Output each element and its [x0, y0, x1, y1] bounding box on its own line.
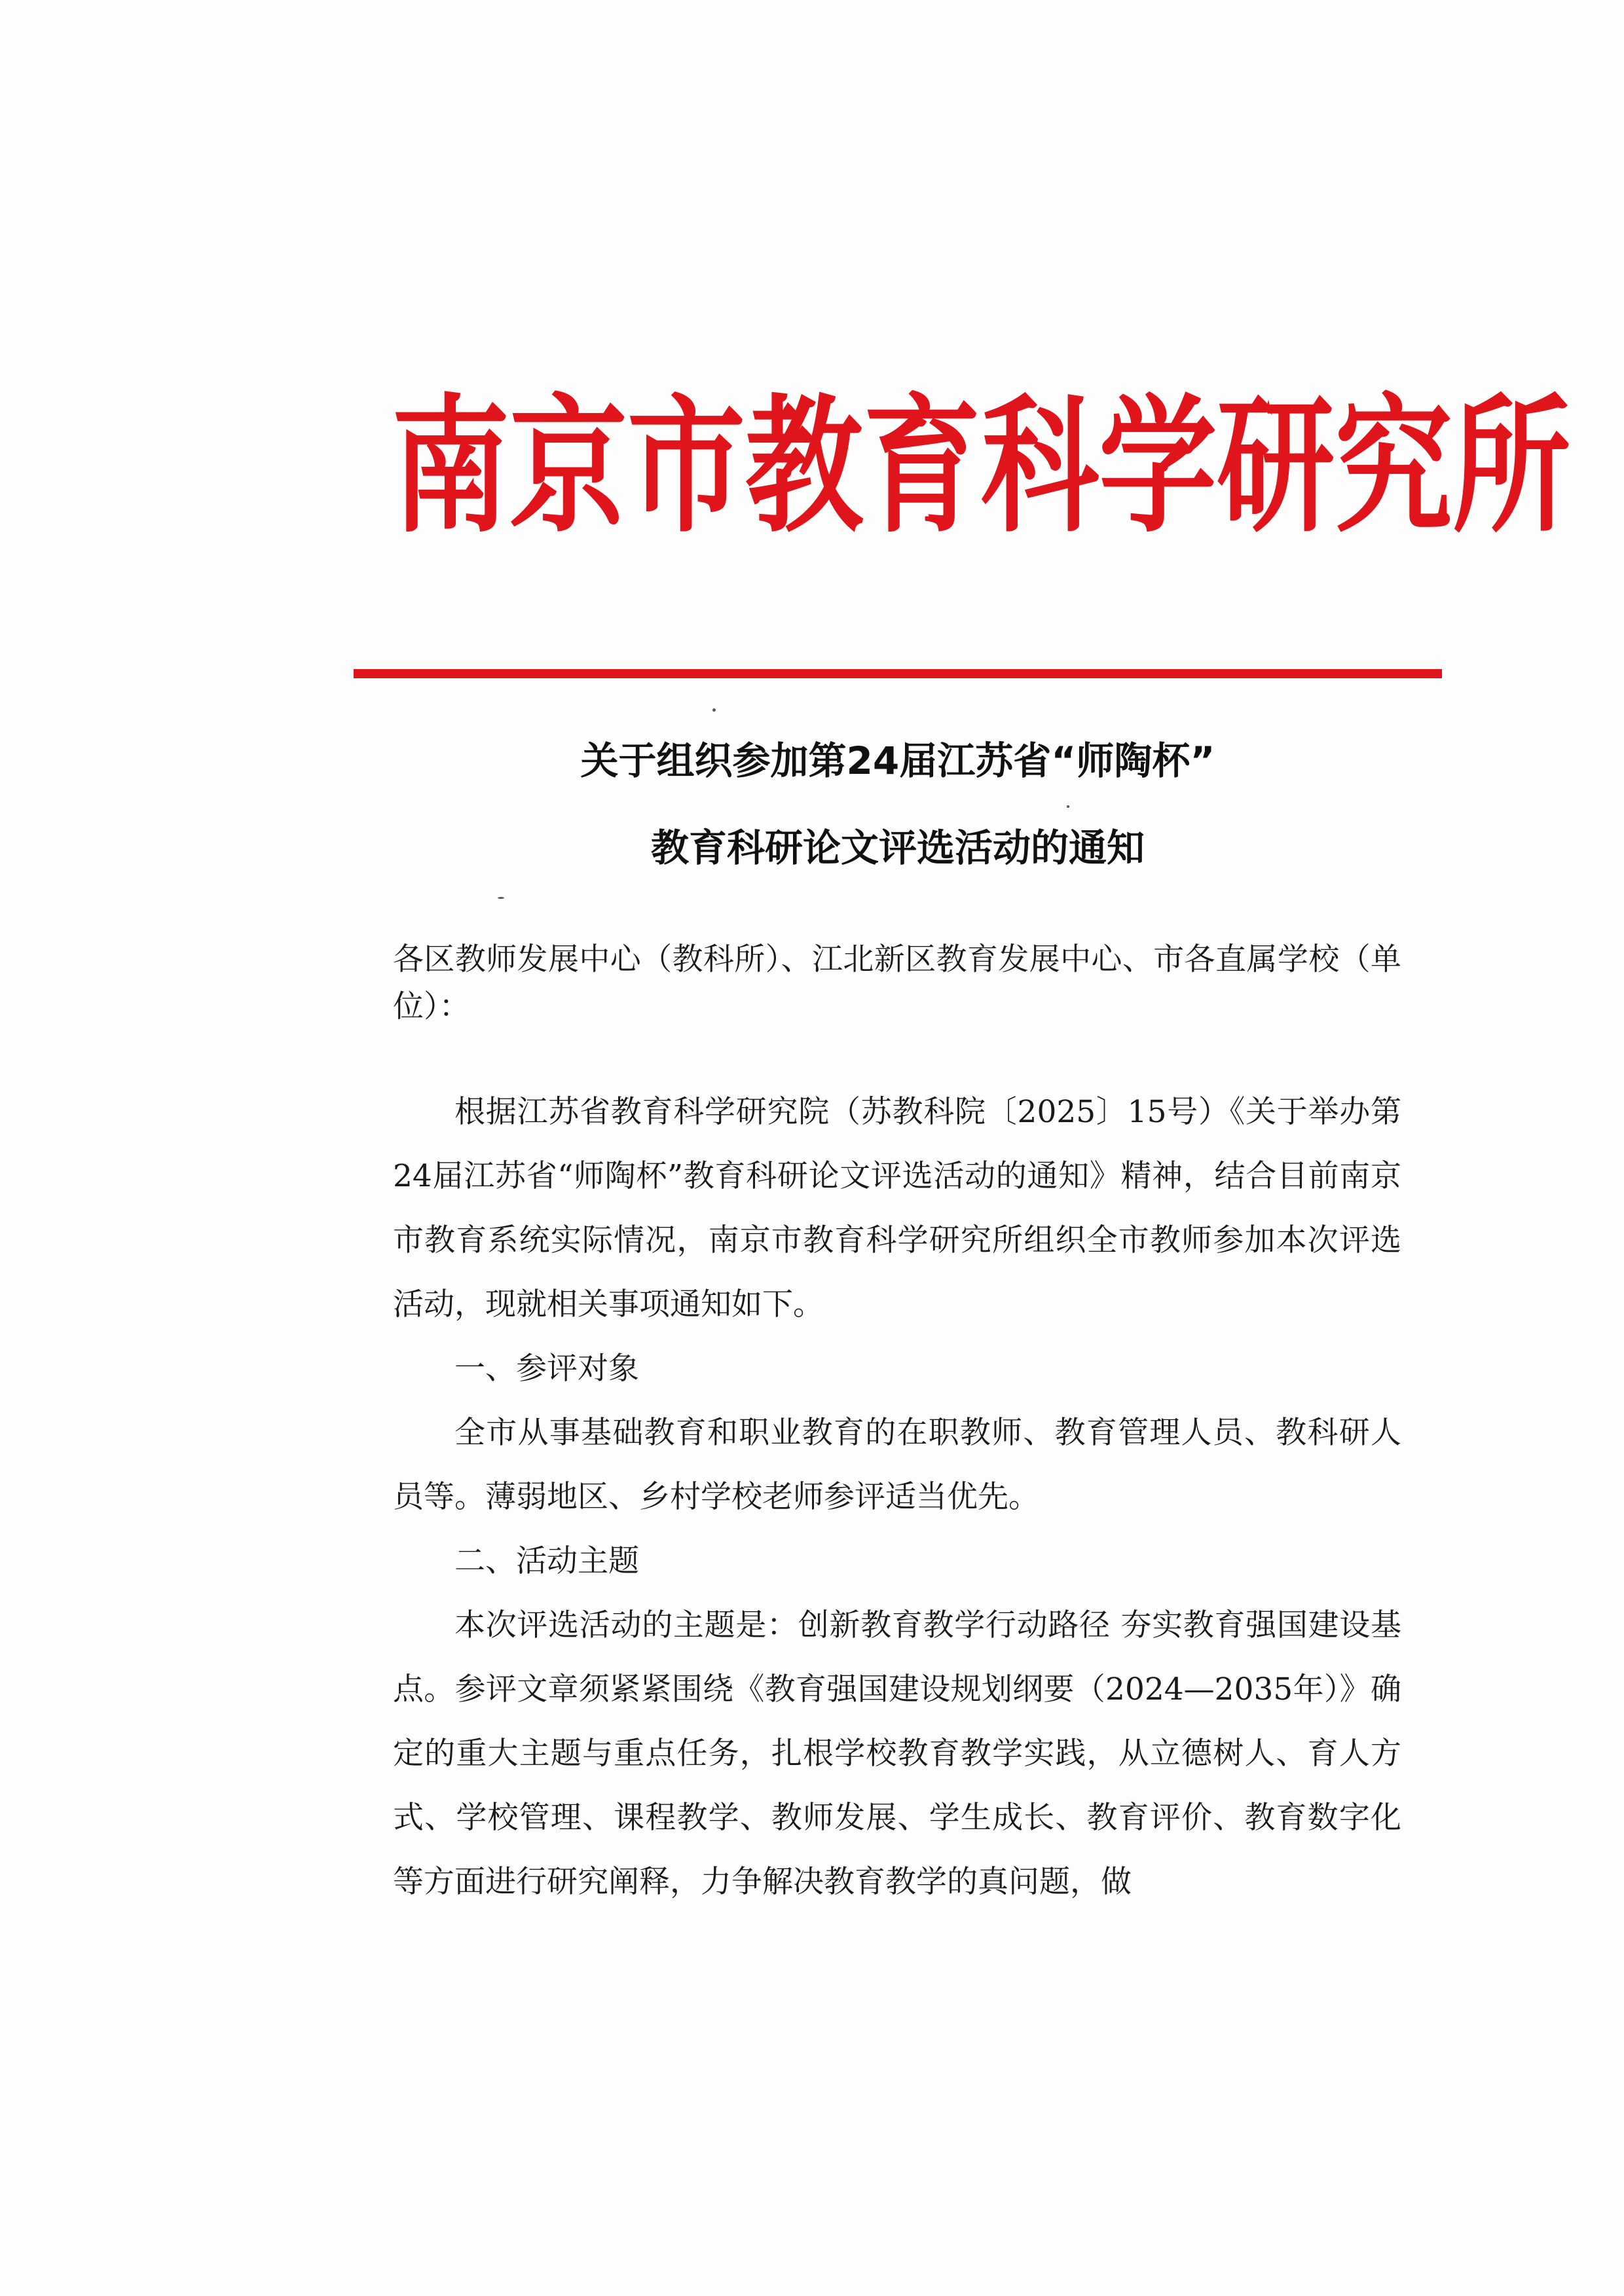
scan-speck: [498, 897, 504, 899]
letterhead-char: 研: [1217, 380, 1335, 553]
letterhead-char: 学: [1099, 380, 1217, 553]
scan-speck: [712, 708, 716, 712]
section-heading: 二、活动主题: [454, 1543, 639, 1579]
document-title-line-1: 关于组织参加第24届江苏省“师陶杯”: [580, 738, 1215, 783]
addressee: 各区教师发展中心（教科所）、江北新区教育发展中心、市各直属学校（单位）：: [393, 941, 1401, 1025]
letterhead-char: 育: [863, 380, 982, 553]
document-title-line-2: 教育科研论文评选活动的通知: [650, 826, 1145, 870]
scan-speck: [1067, 805, 1069, 808]
paragraph: 全市从事基础教育和职业教育的在职教师、教育管理人员、教科研人员等。薄弱地区、乡村学校老师参评适当优先。: [393, 1415, 1401, 1515]
letterhead-char: 南: [392, 380, 510, 553]
section-heading: 一、参评对象: [454, 1351, 639, 1387]
letterhead-char: 市: [627, 380, 746, 553]
letterhead-char: 科: [981, 380, 1099, 553]
letterhead-char: 教: [745, 380, 864, 553]
paragraph: 本次评选活动的主题是：创新教育教学行动路径 夯实教育强国建设基点。参评文章须紧紧围绕《教育强国建设规划纲要（2024—2035年）》确定的重大主题与重点任务，扎根学校教育教学实践，从立德树人、育人方式、学校管理、课程教学、教师发展、学生成长、教育评价、教育数字化等方面进行研究阐释，力争解决教育教学的真问题，做: [393, 1607, 1401, 1900]
letterhead-char: 所: [1452, 380, 1571, 553]
document-body: [393, 936, 1401, 1914]
letterhead-red-rule: [354, 669, 1442, 678]
paragraph: 根据江苏省教育科学研究院（苏教科院〔2025〕15号）《关于举办第24届江苏省“师陶杯”教育科研论文评选活动的通知》精神，结合目前南京市教育系统实际情况，南京市教育科学研究所组织全市教师参加本次评选活动，现就相关事项通知如下。: [393, 1094, 1401, 1322]
letterhead-organization-name: [392, 380, 1571, 553]
letterhead-char: 京: [509, 380, 628, 553]
letterhead-char: 究: [1335, 380, 1453, 553]
